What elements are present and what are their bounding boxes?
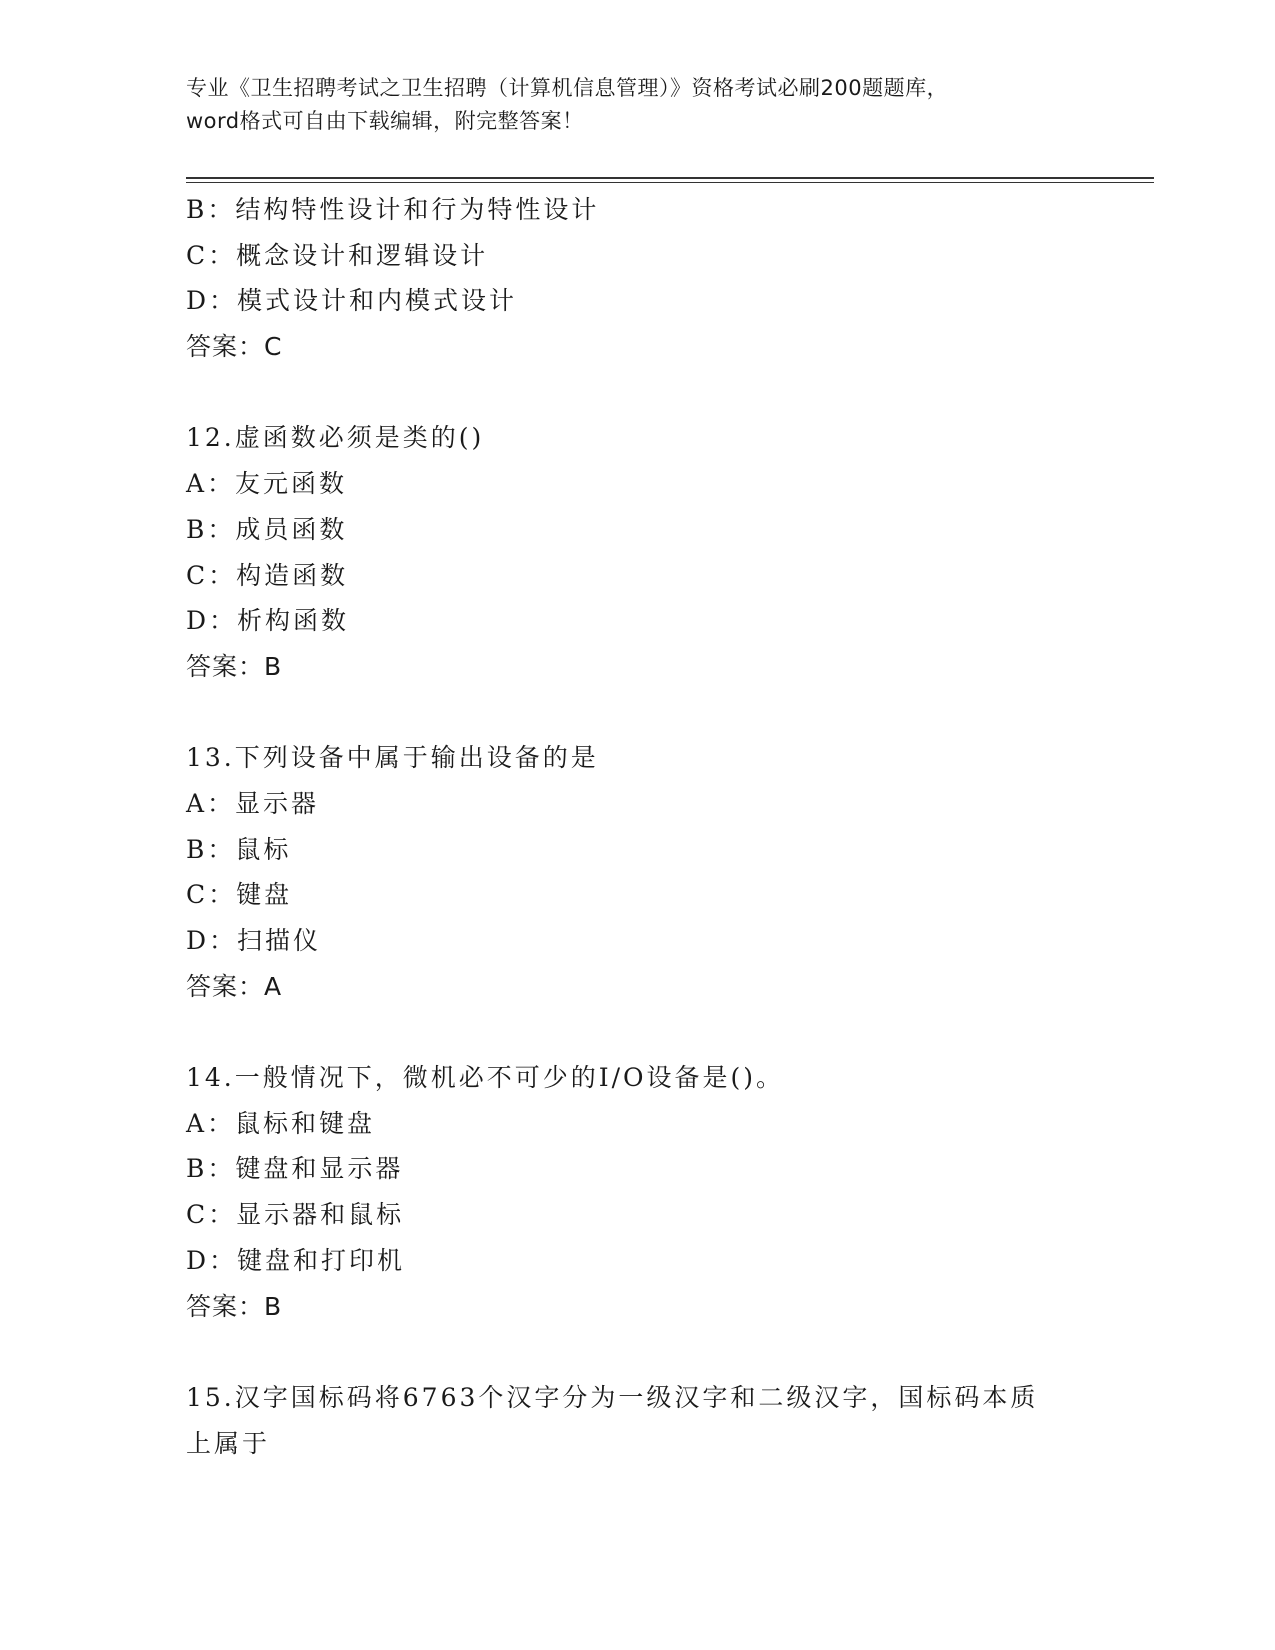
option-b: B：结构特性设计和行为特性设计	[186, 195, 600, 224]
option-b: B：键盘和显示器	[186, 1154, 404, 1184]
spacer	[186, 1009, 1086, 1055]
document-header	[186, 72, 1086, 138]
answer: 答案：B	[186, 1291, 283, 1321]
spacer	[186, 370, 1086, 416]
spacer	[186, 690, 1086, 736]
answer: 答案：A	[186, 971, 283, 1001]
question-stem-line-2: 上属于	[186, 1428, 271, 1458]
header-line-2: word格式可自由下载编辑，附完整答案！	[186, 109, 584, 133]
question-stem: 12.虚函数必须是类的()	[186, 423, 485, 453]
option-d: D：析构函数	[186, 606, 350, 636]
question-15	[186, 1375, 1086, 1466]
option-c: C：显示器和鼠标	[186, 1200, 405, 1230]
option-a: A：鼠标和键盘	[186, 1108, 376, 1138]
header-rule-thick	[186, 177, 1154, 179]
option-a: A：显示器	[186, 788, 320, 818]
option-c: C：概念设计和逻辑设计	[186, 240, 489, 270]
header-line-1: 专业《卫生招聘考试之卫生招聘（计算机信息管理）》资格考试必刷200题题库，	[186, 76, 949, 100]
question-stem: 13.下列设备中属于输出设备的是	[186, 743, 599, 773]
question-11-tail	[186, 187, 1086, 370]
question-12	[186, 415, 1086, 689]
option-b: B：鼠标	[186, 834, 292, 864]
option-d: D：扫描仪	[186, 926, 322, 955]
question-14	[186, 1055, 1086, 1329]
option-c: C：构造函数	[186, 560, 349, 590]
option-d: D：键盘和打印机	[186, 1245, 406, 1275]
option-b: B：成员函数	[186, 514, 348, 544]
header-rule-thin	[186, 182, 1154, 183]
question-list	[186, 187, 1086, 1466]
answer: 答案：B	[186, 651, 283, 681]
option-c: C：键盘	[186, 880, 293, 910]
spacer	[186, 1329, 1086, 1375]
option-d: D：模式设计和内模式设计	[186, 286, 518, 316]
question-13	[186, 735, 1086, 1009]
question-stem: 14.一般情况下，微机必不可少的I/O设备是()。	[186, 1063, 785, 1093]
option-a: A：友元函数	[186, 469, 348, 499]
question-stem-line-1: 15.汉字国标码将6763个汉字分为一级汉字和二级汉字，国标码本质	[186, 1382, 1039, 1412]
answer: 答案：C	[186, 332, 283, 362]
